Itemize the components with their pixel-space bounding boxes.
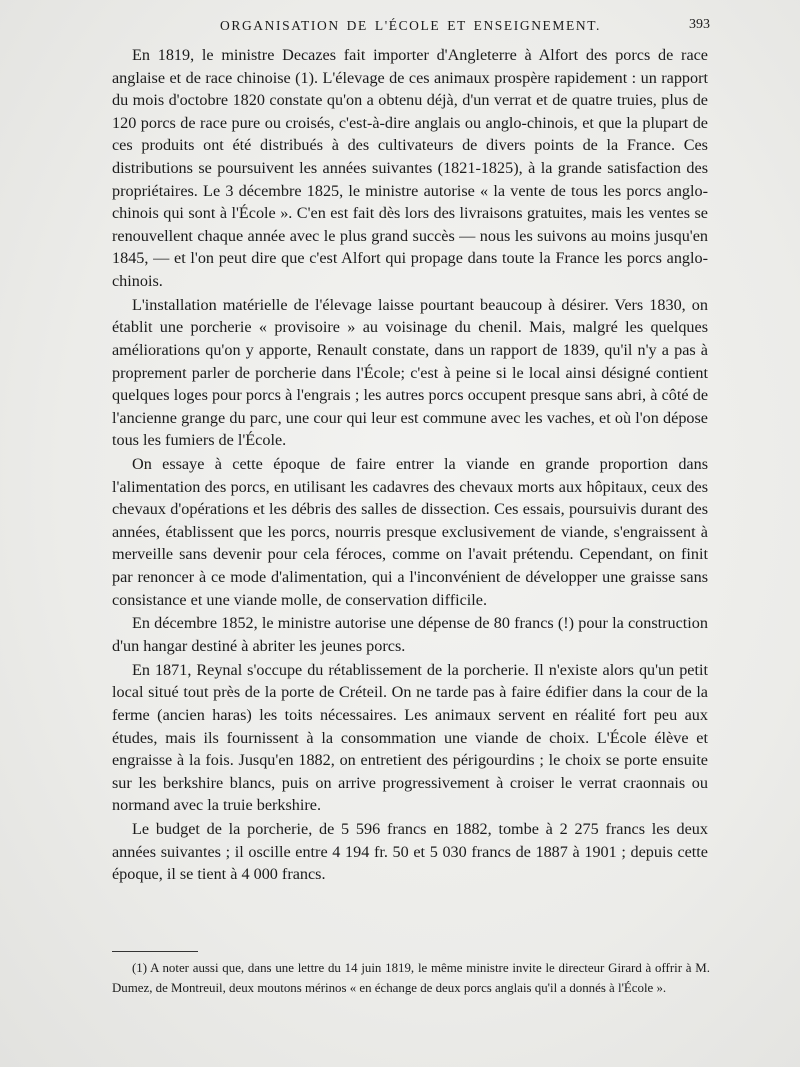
paragraph: L'installation matérielle de l'élevage laisse pourtant beaucoup à désirer. Vers 1830, on établit une porcherie « provisoire » au voisinage du chenil. Mais, malgré les quelques améliorations qu'on y apporte, Renault constate, dans un rapport de 1839, qu'il n'y a pas à proprement parler de porcherie dans l'École; c'est à peine si le local ainsi désigné contient quelques loges pour porcs à l'engrais ; les autres porcs occupent presque sans abri, à côté de l'ancienne grange du parc, une cour qui leur est commune avec les vaches, et où l'on dépose tous les fumiers de l'École. bbox=[112, 295, 708, 450]
page-header bbox=[150, 14, 710, 38]
footnote-text: (1) A noter aussi que, dans une lettre du 14 juin 1819, le même ministre invite le directeur Girard à offrir à M. Dumez, de Montreuil, deux moutons mérinos « en échange de deux porcs anglais qu'il a donnés à l'École ». bbox=[112, 961, 710, 995]
paragraph: En 1871, Reynal s'occupe du rétablissement de la porcherie. Il n'existe alors qu'un petit local situé tout près de la porte de Créteil. On ne tarde pas à faire édifier dans la cour de la ferme (ancien haras) les toits nécessaires. Les animaux servent en réalité fort peu aux études, mais ils fournissent à la consommation une viande de choix. L'École élève et engraisse à la fois. Jusqu'en 1882, on entretient des périgourdins ; le choix se porte ensuite sur les berkshire blancs, puis on arrive progressivement à croiser le verrat craonnais ou normand avec la truie berkshire. bbox=[112, 660, 708, 815]
paragraph: En 1819, le ministre Decazes fait importer d'Angleterre à Alfort des porcs de race anglaise et de race chinoise (1). L'élevage de ces animaux prospère rapidement : un rapport du mois d'octobre 1820 constate qu'on a obtenu déjà, d'un verrat et de quatre truies, plus de 120 porcs de race pure ou croisés, c'est-à-dire anglais ou anglo-chinois, et que la plupart de ces produits ont été distribués à des cultivateurs de divers points de la France. Ces distributions se poursuivent les années suivantes (1821-1825), à la grande satisfaction des propriétaires. Le 3 décembre 1825, le ministre autorise « la vente de tous les porcs anglo-chinois qui sont à l'École ». C'en est fait dès lors des livraisons gratuites, mais les ventes se renouvellent chaque année avec le plus grand succès — nous les suivons au moins jusqu'en 1845, — et l'on peut dire que c'est Alfort qui propage dans toute la France les porcs anglo-chinois. bbox=[112, 46, 708, 290]
page-number: 393 bbox=[689, 17, 710, 32]
paragraph: On essaye à cette époque de faire entrer la viande en grande proportion dans l'alimentation des porcs, en utilisant les cadavres des chevaux morts aux hôpitaux, ceux des chevaux d'opérations et les débris des salles de dissection. Ces essais, poursuivis durant des années, établissent que les porcs, nourris presque exclusivement de viande, s'engraissent à merveille sans devenir pour cela féroces, comme on l'avait prétendu. Cependant, on finit par renoncer à ce mode d'alimentation, qui a l'inconvénient de développer une graisse sans consistance et une viande molle, de conservation difficile. bbox=[112, 455, 708, 609]
body-text bbox=[112, 44, 708, 887]
footnote-divider bbox=[112, 951, 198, 952]
paragraph: Le budget de la porcherie, de 5 596 francs en 1882, tombe à 2 275 francs les deux années suivantes ; il oscille entre 4 194 fr. 50 et 5 030 francs de 1887 à 1901 ; depuis cette époque, il se tient à 4 000 francs. bbox=[112, 820, 708, 884]
running-title: ORGANISATION DE L'ÉCOLE ET ENSEIGNEMENT. bbox=[220, 18, 602, 33]
paragraph: En décembre 1852, le ministre autorise une dépense de 80 francs (!) pour la construction d'un hangar destiné à abriter les jeunes porcs. bbox=[112, 614, 708, 655]
footnote bbox=[112, 958, 710, 998]
